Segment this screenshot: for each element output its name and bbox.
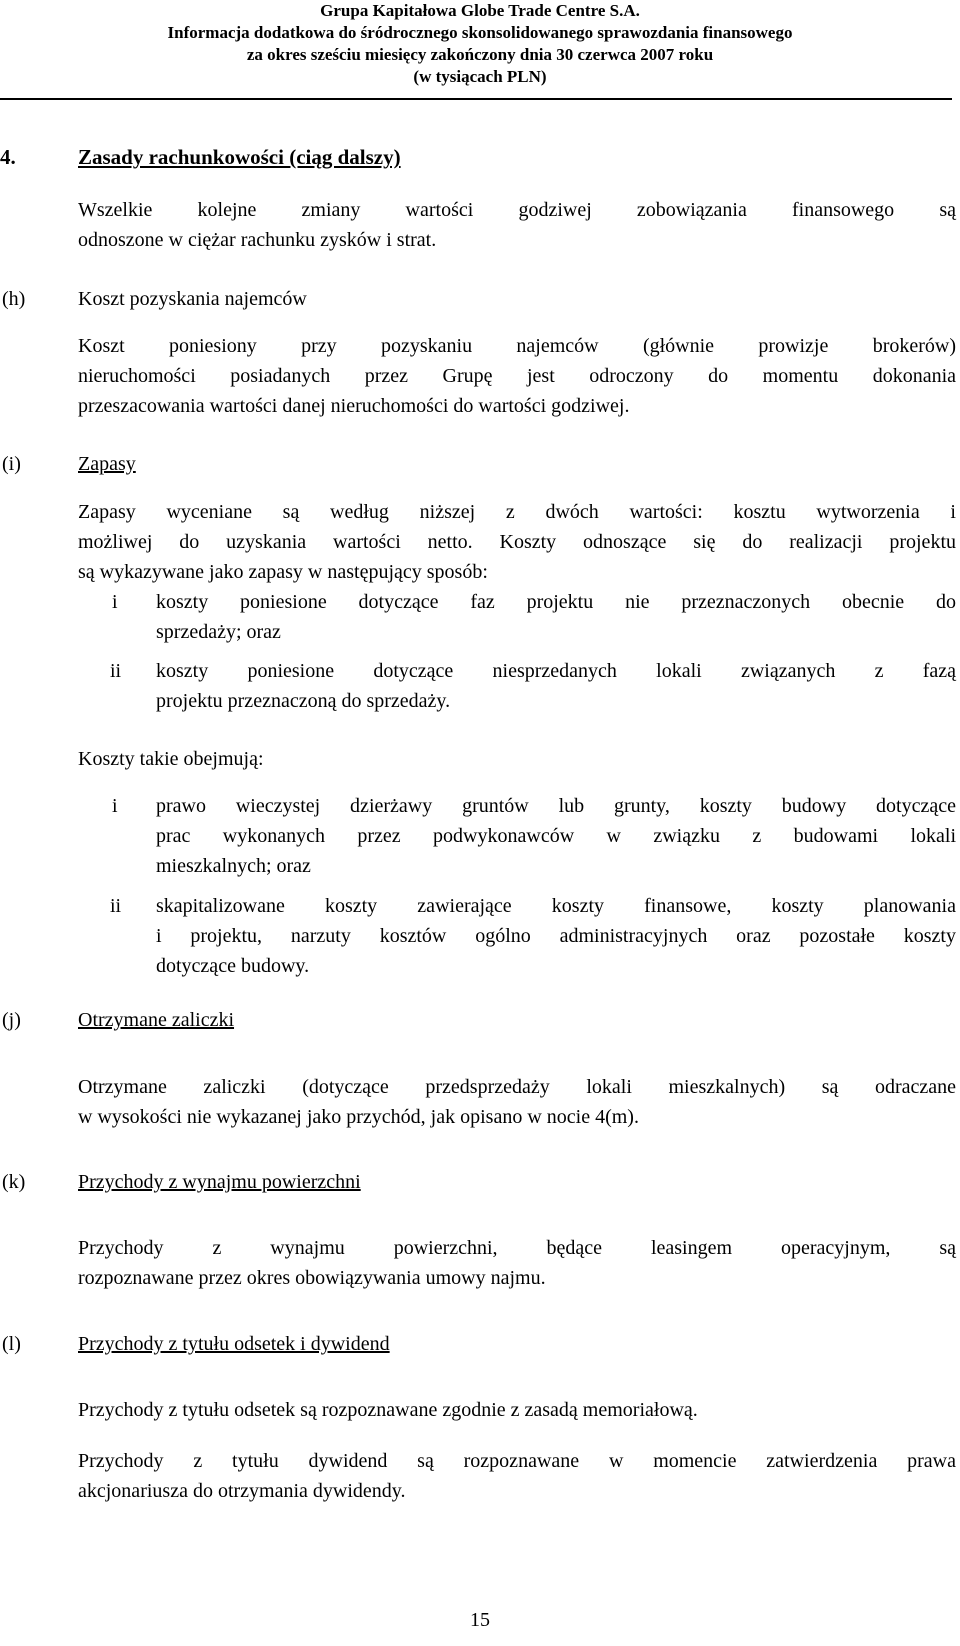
paragraph-line: Zapasy wyceniane są według niższej z dwóch wartości: kosztu wytworzenia i bbox=[78, 501, 956, 523]
list-item-line: koszty poniesione dotyczące niesprzedanych lokali związanych z fazą bbox=[156, 660, 956, 682]
paragraph-line: akcjonariusza do otrzymania dywidendy. bbox=[78, 1480, 406, 1502]
list-item-line: skapitalizowane koszty zawierające koszty finansowe, koszty planowania bbox=[156, 895, 956, 917]
list-item-line: projektu przeznaczoną do sprzedaży. bbox=[156, 690, 451, 712]
paragraph-l-2 bbox=[78, 1446, 956, 1506]
subsection-title-k: Przychody z wynajmu powierzchni bbox=[78, 1171, 361, 1193]
list-item-marker: i bbox=[112, 591, 118, 613]
paragraph-line: Przychody z wynajmu powierzchni, będące leasingem operacyjnym, są bbox=[78, 1237, 956, 1259]
paragraph-line: możliwej do uzyskania wartości netto. Koszty odnoszące się do realizacji projektu bbox=[78, 531, 956, 553]
list-item-line: i projektu, narzuty kosztów ogólno administracyjnych oraz pozostałe koszty bbox=[156, 925, 956, 947]
paragraph-line: nieruchomości posiadanych przez Grupę jest odroczony do momentu dokonania bbox=[78, 365, 956, 387]
subsection-letter-h: (h) bbox=[2, 288, 26, 310]
paragraph-k bbox=[78, 1233, 956, 1293]
intro-line: odnoszone w ciężar rachunku zysków i strat. bbox=[78, 229, 437, 251]
document-header bbox=[0, 0, 960, 88]
list-item-line: prawo wieczystej dzierżawy gruntów lub grunty, koszty budowy dotyczące bbox=[156, 795, 956, 817]
list-item-line: koszty poniesione dotyczące faz projektu nie przeznaczonych obecnie do bbox=[156, 591, 956, 613]
paragraph-line: przeszacowania wartości danej nieruchomości do wartości godziwej. bbox=[78, 395, 630, 417]
list-item-line: sprzedaży; oraz bbox=[156, 621, 281, 643]
section-heading bbox=[0, 142, 401, 172]
subsection-letter-k: (k) bbox=[2, 1171, 26, 1193]
paragraph-i-1 bbox=[78, 497, 956, 587]
header-unit: (w tysiącach PLN) bbox=[413, 67, 547, 86]
subsection-title-h: Koszt pozyskania najemców bbox=[78, 288, 307, 310]
paragraph-line: są wykazywane jako zapasy w następujący sposób: bbox=[78, 561, 488, 583]
list-item-marker: ii bbox=[110, 660, 122, 682]
section-title: Zasady rachunkowości (ciąg dalszy) bbox=[78, 145, 401, 169]
header-company: Grupa Kapitałowa Globe Trade Centre S.A. bbox=[320, 1, 640, 20]
list-item bbox=[156, 587, 956, 647]
list-item bbox=[156, 791, 956, 881]
paragraph-j bbox=[78, 1072, 956, 1132]
list-item-line: dotyczące budowy. bbox=[156, 955, 310, 977]
paragraph-h bbox=[78, 331, 956, 421]
list-item bbox=[156, 656, 956, 716]
list-item-marker: ii bbox=[110, 895, 122, 917]
subsection-letter-l: (l) bbox=[2, 1333, 21, 1355]
intro-paragraph bbox=[78, 195, 956, 255]
subsection-title-l: Przychody z tytułu odsetek i dywidend bbox=[78, 1333, 390, 1355]
header-title: Informacja dodatkowa do śródrocznego skonsolidowanego sprawozdania finansowego bbox=[167, 23, 793, 42]
paragraph-line: Otrzymane zaliczki (dotyczące przedsprzedaży lokali mieszkalnych) są odraczane bbox=[78, 1076, 956, 1098]
subsection-letter-i: (i) bbox=[2, 453, 21, 475]
paragraph-line: Przychody z tytułu dywidend są rozpoznawane w momencie zatwierdzenia prawa bbox=[78, 1450, 956, 1472]
paragraph-line: rozpoznawane przez okres obowiązywania umowy najmu. bbox=[78, 1267, 546, 1289]
paragraph-line: Koszt poniesiony przy pozyskaniu najemców (głównie prowizje brokerów) bbox=[78, 335, 956, 357]
subsection-letter-j: (j) bbox=[2, 1009, 21, 1031]
paragraph-line: w wysokości nie wykazanej jako przychód, jak opisano w nocie 4(m). bbox=[78, 1106, 639, 1128]
list-item bbox=[156, 891, 956, 981]
paragraph-l-1: Przychody z tytułu odsetek są rozpoznawane zgodnie z zasadą memoriałową. bbox=[78, 1399, 698, 1421]
subsection-title-j: Otrzymane zaliczki bbox=[78, 1009, 235, 1031]
header-divider bbox=[0, 98, 952, 100]
paragraph-i-2: Koszty takie obejmują: bbox=[78, 748, 264, 770]
list-item-line: prac wykonanych przez podwykonawców w związku z budowami lokali bbox=[156, 825, 956, 847]
section-number: 4. bbox=[0, 145, 16, 169]
intro-line: Wszelkie kolejne zmiany wartości godziwej zobowiązania finansowego są bbox=[78, 199, 956, 221]
header-period: za okres sześciu miesięcy zakończony dnia 30 czerwca 2007 roku bbox=[246, 45, 714, 64]
page-number: 15 bbox=[470, 1609, 490, 1631]
list-item-marker: i bbox=[112, 795, 118, 817]
subsection-title-i: Zapasy bbox=[78, 453, 136, 475]
list-item-line: mieszkalnych; oraz bbox=[156, 855, 311, 877]
